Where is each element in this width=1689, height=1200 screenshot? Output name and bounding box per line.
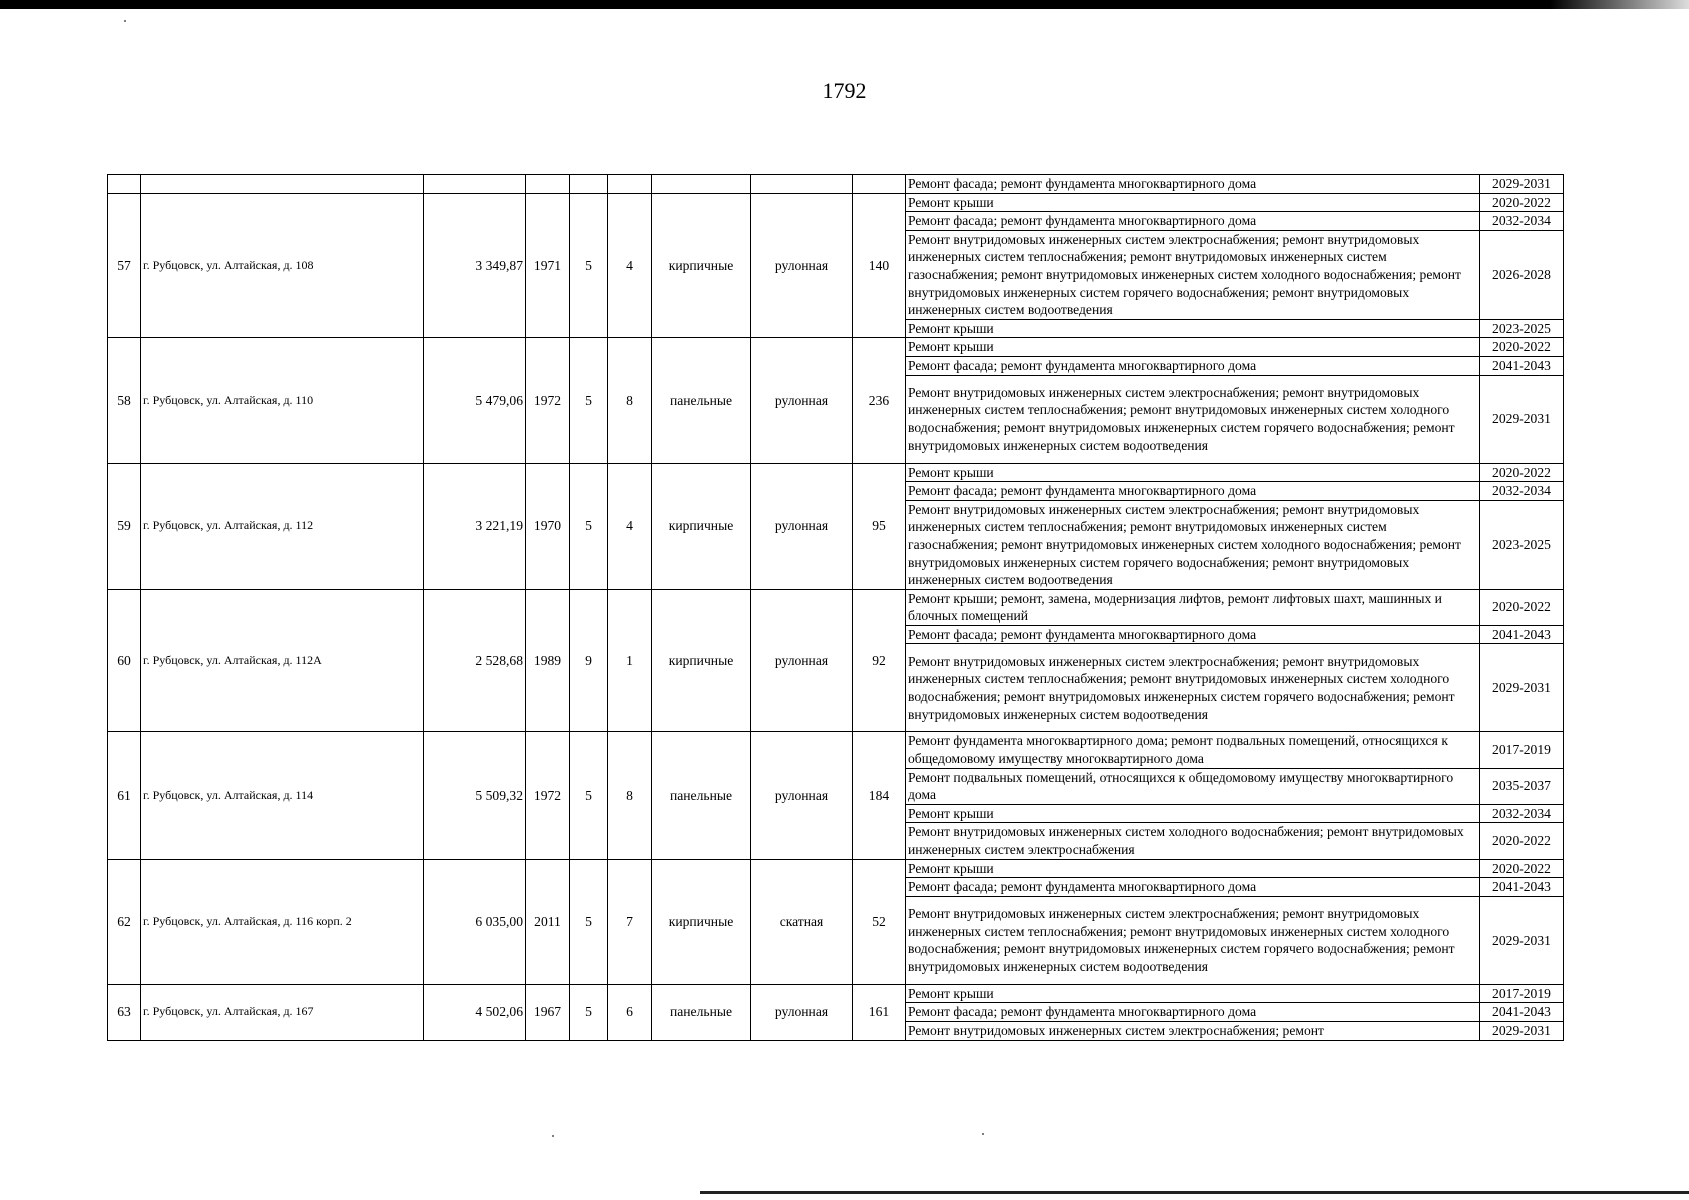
building-address: г. Рубцовск, ул. Алтайская, д. 116 корп. 2 — [141, 859, 424, 984]
work-description: Ремонт внутридомовых инженерных систем электроснабжения; ремонт внутридомовых инженерных систем теплоснабжения; ремонт внутридомовых инженерных систем газоснабжения; ремонт внутридомовых инженерных систем холодного водоснабжения; ремонт внутридомовых инженерных систем горячего водоснабжения; ремонт внутридомовых инженерных систем водоотведения — [906, 500, 1480, 589]
empty-cell — [526, 175, 570, 194]
work-description: Ремонт внутридомовых инженерных систем электроснабжения; ремонт внутридомовых инженерных систем теплоснабжения; ремонт внутридомовых инженерных систем газоснабжения; ремонт внутридомовых инженерных систем холодного водоснабжения; ремонт внутридомовых инженерных систем горячего водоснабжения; ремонт внутридомовых инженерных систем водоотведения — [906, 230, 1480, 319]
wall-material: панельные — [652, 984, 751, 1040]
resident-count: 184 — [853, 732, 906, 859]
roof-type: рулонная — [751, 589, 853, 732]
building-address: г. Рубцовск, ул. Алтайская, д. 108 — [141, 193, 424, 338]
work-period: 2029-2031 — [1480, 644, 1564, 732]
construction-year: 1970 — [526, 463, 570, 589]
construction-year: 1971 — [526, 193, 570, 338]
work-period: 2017-2019 — [1480, 984, 1564, 1003]
work-period: 2023-2025 — [1480, 319, 1564, 338]
resident-count: 52 — [853, 859, 906, 984]
row-number: 60 — [108, 589, 141, 732]
entrance-count: 1 — [608, 589, 652, 732]
total-area: 5 509,32 — [424, 732, 526, 859]
work-period: 2020-2022 — [1480, 338, 1564, 357]
row-number: 62 — [108, 859, 141, 984]
roof-type: рулонная — [751, 193, 853, 338]
resident-count: 236 — [853, 338, 906, 463]
total-area: 4 502,06 — [424, 984, 526, 1040]
work-description: Ремонт внутридомовых инженерных систем электроснабжения; ремонт — [906, 1022, 1480, 1041]
roof-type: рулонная — [751, 984, 853, 1040]
work-description: Ремонт крыши — [906, 319, 1480, 338]
floor-count: 5 — [570, 193, 608, 338]
table-body — [108, 175, 1564, 1041]
wall-material: кирпичные — [652, 193, 751, 338]
resident-count: 92 — [853, 589, 906, 732]
empty-cell — [424, 175, 526, 194]
scan-speck — [552, 1135, 554, 1137]
empty-cell — [652, 175, 751, 194]
work-description: Ремонт фасада; ремонт фундамента многоквартирного дома — [906, 625, 1480, 644]
scan-speck — [982, 1133, 984, 1135]
floor-count: 5 — [570, 338, 608, 463]
building-address: г. Рубцовск, ул. Алтайская, д. 112 — [141, 463, 424, 589]
construction-year: 2011 — [526, 859, 570, 984]
work-description: Ремонт крыши — [906, 338, 1480, 357]
work-description: Ремонт крыши — [906, 463, 1480, 482]
work-period: 2032-2034 — [1480, 482, 1564, 501]
work-period: 2032-2034 — [1480, 212, 1564, 231]
building-address: г. Рубцовск, ул. Алтайская, д. 114 — [141, 732, 424, 859]
entrance-count: 8 — [608, 732, 652, 859]
construction-year: 1972 — [526, 338, 570, 463]
construction-year: 1972 — [526, 732, 570, 859]
entrance-count: 4 — [608, 193, 652, 338]
roof-type: рулонная — [751, 338, 853, 463]
total-area: 3 221,19 — [424, 463, 526, 589]
table-row — [108, 338, 1564, 357]
empty-cell — [751, 175, 853, 194]
work-period: 2020-2022 — [1480, 859, 1564, 878]
total-area: 3 349,87 — [424, 193, 526, 338]
floor-count: 5 — [570, 859, 608, 984]
resident-count: 161 — [853, 984, 906, 1040]
floor-count: 5 — [570, 463, 608, 589]
table-row — [108, 193, 1564, 212]
empty-cell — [570, 175, 608, 194]
work-period: 2026-2028 — [1480, 230, 1564, 319]
resident-count: 140 — [853, 193, 906, 338]
capital-repair-table — [107, 174, 1564, 1041]
roof-type: рулонная — [751, 732, 853, 859]
entrance-count: 4 — [608, 463, 652, 589]
work-description: Ремонт крыши; ремонт, замена, модернизация лифтов, ремонт лифтовых шахт, машинных и блочных помещений — [906, 589, 1480, 625]
work-period: 2020-2022 — [1480, 589, 1564, 625]
wall-material: панельные — [652, 732, 751, 859]
work-period: 2020-2022 — [1480, 823, 1564, 859]
work-period: 2017-2019 — [1480, 732, 1564, 768]
work-period: 2029-2031 — [1480, 375, 1564, 463]
work-period: 2041-2043 — [1480, 356, 1564, 375]
entrance-count: 6 — [608, 984, 652, 1040]
wall-material: панельные — [652, 338, 751, 463]
work-period: 2023-2025 — [1480, 500, 1564, 589]
construction-year: 1989 — [526, 589, 570, 732]
empty-cell — [608, 175, 652, 194]
page-number: 1792 — [822, 78, 867, 103]
scan-top-edge — [0, 0, 1689, 9]
building-address: г. Рубцовск, ул. Алтайская, д. 167 — [141, 984, 424, 1040]
work-description: Ремонт внутридомовых инженерных систем электроснабжения; ремонт внутридомовых инженерных систем теплоснабжения; ремонт внутридомовых инженерных систем холодного водоснабжения; ремонт внутридомовых инженерных систем горячего водоснабжения; ремонт внутридомовых инженерных систем водоотведения — [906, 896, 1480, 984]
table-row-continuation — [108, 175, 1564, 194]
floor-count: 5 — [570, 732, 608, 859]
work-period: 2041-2043 — [1480, 1003, 1564, 1022]
work-description: Ремонт фасада; ремонт фундамента многоквартирного дома — [906, 212, 1480, 231]
total-area: 6 035,00 — [424, 859, 526, 984]
wall-material: кирпичные — [652, 463, 751, 589]
scan-bottom-edge — [700, 1191, 1689, 1194]
work-description: Ремонт внутридомовых инженерных систем электроснабжения; ремонт внутридомовых инженерных систем теплоснабжения; ремонт внутридомовых инженерных систем холодного водоснабжения; ремонт внутридомовых инженерных систем горячего водоснабжения; ремонт внутридомовых инженерных систем водоотведения — [906, 644, 1480, 732]
roof-type: рулонная — [751, 463, 853, 589]
construction-year: 1967 — [526, 984, 570, 1040]
entrance-count: 8 — [608, 338, 652, 463]
row-number: 59 — [108, 463, 141, 589]
row-number: 61 — [108, 732, 141, 859]
table-row — [108, 463, 1564, 482]
empty-cell — [853, 175, 906, 194]
building-address: г. Рубцовск, ул. Алтайская, д. 110 — [141, 338, 424, 463]
table-row — [108, 589, 1564, 625]
row-number: 63 — [108, 984, 141, 1040]
floor-count: 5 — [570, 984, 608, 1040]
total-area: 5 479,06 — [424, 338, 526, 463]
work-period: 2029-2031 — [1480, 175, 1564, 194]
entrance-count: 7 — [608, 859, 652, 984]
work-description: Ремонт крыши — [906, 193, 1480, 212]
work-description: Ремонт крыши — [906, 859, 1480, 878]
work-period: 2020-2022 — [1480, 463, 1564, 482]
work-description: Ремонт фасада; ремонт фундамента многоквартирного дома — [906, 482, 1480, 501]
building-address: г. Рубцовск, ул. Алтайская, д. 112А — [141, 589, 424, 732]
empty-cell — [108, 175, 141, 194]
table-row — [108, 732, 1564, 768]
work-description: Ремонт фасада; ремонт фундамента многоквартирного дома — [906, 878, 1480, 897]
work-description: Ремонт крыши — [906, 804, 1480, 823]
floor-count: 9 — [570, 589, 608, 732]
empty-cell — [141, 175, 424, 194]
work-period: 2020-2022 — [1480, 193, 1564, 212]
wall-material: кирпичные — [652, 589, 751, 732]
work-period: 2035-2037 — [1480, 768, 1564, 804]
row-number: 57 — [108, 193, 141, 338]
work-description: Ремонт фасада; ремонт фундамента многоквартирного дома — [906, 175, 1480, 194]
work-description: Ремонт фундамента многоквартирного дома; ремонт подвальных помещений, относящихся к общедомовому имуществу многоквартирного дома — [906, 732, 1480, 768]
work-description: Ремонт внутридомовых инженерных систем холодного водоснабжения; ремонт внутридомовых инженерных систем электроснабжения — [906, 823, 1480, 859]
row-number: 58 — [108, 338, 141, 463]
work-period: 2029-2031 — [1480, 1022, 1564, 1041]
scan-top-edge-fade — [1550, 0, 1689, 9]
work-description: Ремонт фасада; ремонт фундамента многоквартирного дома — [906, 356, 1480, 375]
resident-count: 95 — [853, 463, 906, 589]
table-row — [108, 859, 1564, 878]
work-period: 2041-2043 — [1480, 878, 1564, 897]
wall-material: кирпичные — [652, 859, 751, 984]
work-description: Ремонт подвальных помещений, относящихся к общедомовому имуществу многоквартирного дома — [906, 768, 1480, 804]
work-description: Ремонт внутридомовых инженерных систем электроснабжения; ремонт внутридомовых инженерных систем теплоснабжения; ремонт внутридомовых инженерных систем холодного водоснабжения; ремонт внутридомовых инженерных систем горячего водоснабжения; ремонт внутридомовых инженерных систем водоотведения — [906, 375, 1480, 463]
work-period: 2032-2034 — [1480, 804, 1564, 823]
table-row — [108, 984, 1564, 1003]
work-description: Ремонт крыши — [906, 984, 1480, 1003]
total-area: 2 528,68 — [424, 589, 526, 732]
work-period: 2041-2043 — [1480, 625, 1564, 644]
work-description: Ремонт фасада; ремонт фундамента многоквартирного дома — [906, 1003, 1480, 1022]
scan-speck — [124, 20, 126, 22]
work-period: 2029-2031 — [1480, 896, 1564, 984]
roof-type: скатная — [751, 859, 853, 984]
